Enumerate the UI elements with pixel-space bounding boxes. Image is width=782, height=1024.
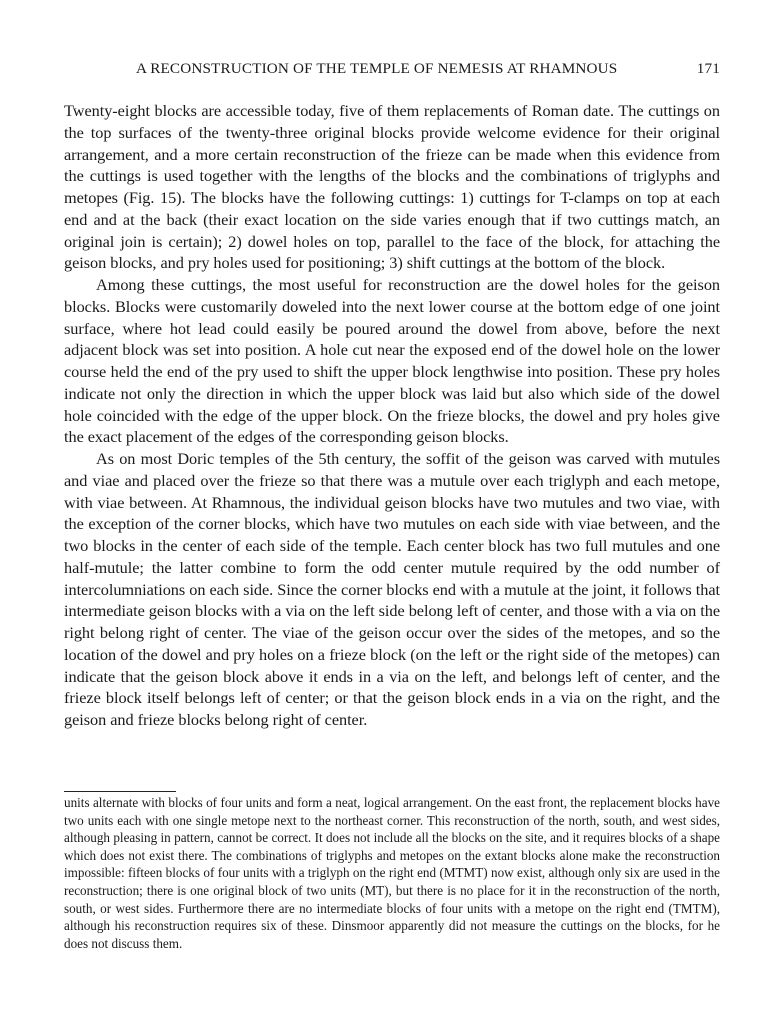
footnote-divider: [64, 791, 176, 792]
main-text: [64, 100, 720, 731]
paragraph-2: Among these cuttings, the most useful for reconstruction are the dowel holes for the geison blocks. Blocks were customarily doweled into the next lower course at the bottom edge of one joint surface, where hot lead could easily be poured around the dowel from above, before the next adjacent block was set into position. A hole cut near the exposed end of the dowel hole on the lower course held the end of the pry used to shift the upper block lengthwise into position. These pry holes indicate not only the direction in which the upper block was laid but also which side of the dowel hole coincided with the edge of the upper block. On the frieze blocks, the dowel and pry holes give the exact placement of the edges of the corresponding geison blocks.: [64, 275, 720, 447]
paragraph-3: As on most Doric temples of the 5th century, the soffit of the geison was carved with mutules and viae and placed over the frieze so that there was a mutule over each triglyph and each metope, with viae between. At Rhamnous, the individual geison blocks have two mutules and two viae, with the exception of the corner blocks, which have two mutules on each side with viae between, and the two blocks in the center of each side of the temple. Each center block has two full mutules and one half-mutule; the latter combine to form the odd center mutule required by the odd number of intercolumniations on each side. Since the corner blocks end with a mutule at the joint, it follows that intermediate geison blocks with a via on the left side belong left of center, and those with a via on the right belong right of center. The viae of the geison occur over the sides of the metopes, and so the location of the dowel and pry holes on a frieze block (on the left or the right side of the metopes) can indicate that the geison block above it ends in a via on the left, and belongs left of center, and the frieze block itself belongs left of center; or that the geison block ends in a via on the right, and the geison and frieze blocks belong right of center.: [64, 449, 720, 729]
running-title: A RECONSTRUCTION OF THE TEMPLE OF NEMESIS AT RHAMNOUS: [136, 60, 618, 77]
paragraph-1: Twenty-eight blocks are accessible today, five of them replacements of Roman date. The cuttings on the top surfaces of the twenty-three original blocks provide welcome evidence for their original arrangement, and a more certain reconstruction of the frieze can be made when this evidence from the cuttings is used together with the lengths of the blocks and the combinations of triglyphs and metopes (Fig. 15). The blocks have the following cuttings: 1) cuttings for T-clamps on top at each end and at the back (their exact location on the side varies enough that if two cuttings match, an original join is certain); 2) dowel holes on top, parallel to the face of the block, for attaching the geison blocks, and pry holes used for positioning; 3) shift cuttings at the bottom of the block.: [64, 101, 720, 273]
page-number: 171: [696, 60, 720, 77]
footnote-text: units alternate with blocks of four units and form a neat, logical arrangement. On the east front, the replacement blocks have two units each with one single metope next to the northeast corner. This reconstruction of the north, south, and west sides, although pleasing in pattern, cannot be correct. It does not include all the blocks on the site, and it requires blocks of a shape which does not exist there. The combinations of triglyphs and metopes on the extant blocks alone make the reconstruction impossible: fifteen blocks of four units with a triglyph on the right end (MTMT) now exist, although only six are used in the reconstruction; there is one original block of two units (MT), but there is no place for it in the reconstruction of the north, south, or west sides. Furthermore there are no intermediate blocks of four units with a metope on the right end (TMTM), although his reconstruction requires six of these. Dinsmoor apparently did not measure the cuttings on the blocks, for he does not discuss them.: [64, 795, 720, 951]
running-head: [136, 60, 720, 82]
